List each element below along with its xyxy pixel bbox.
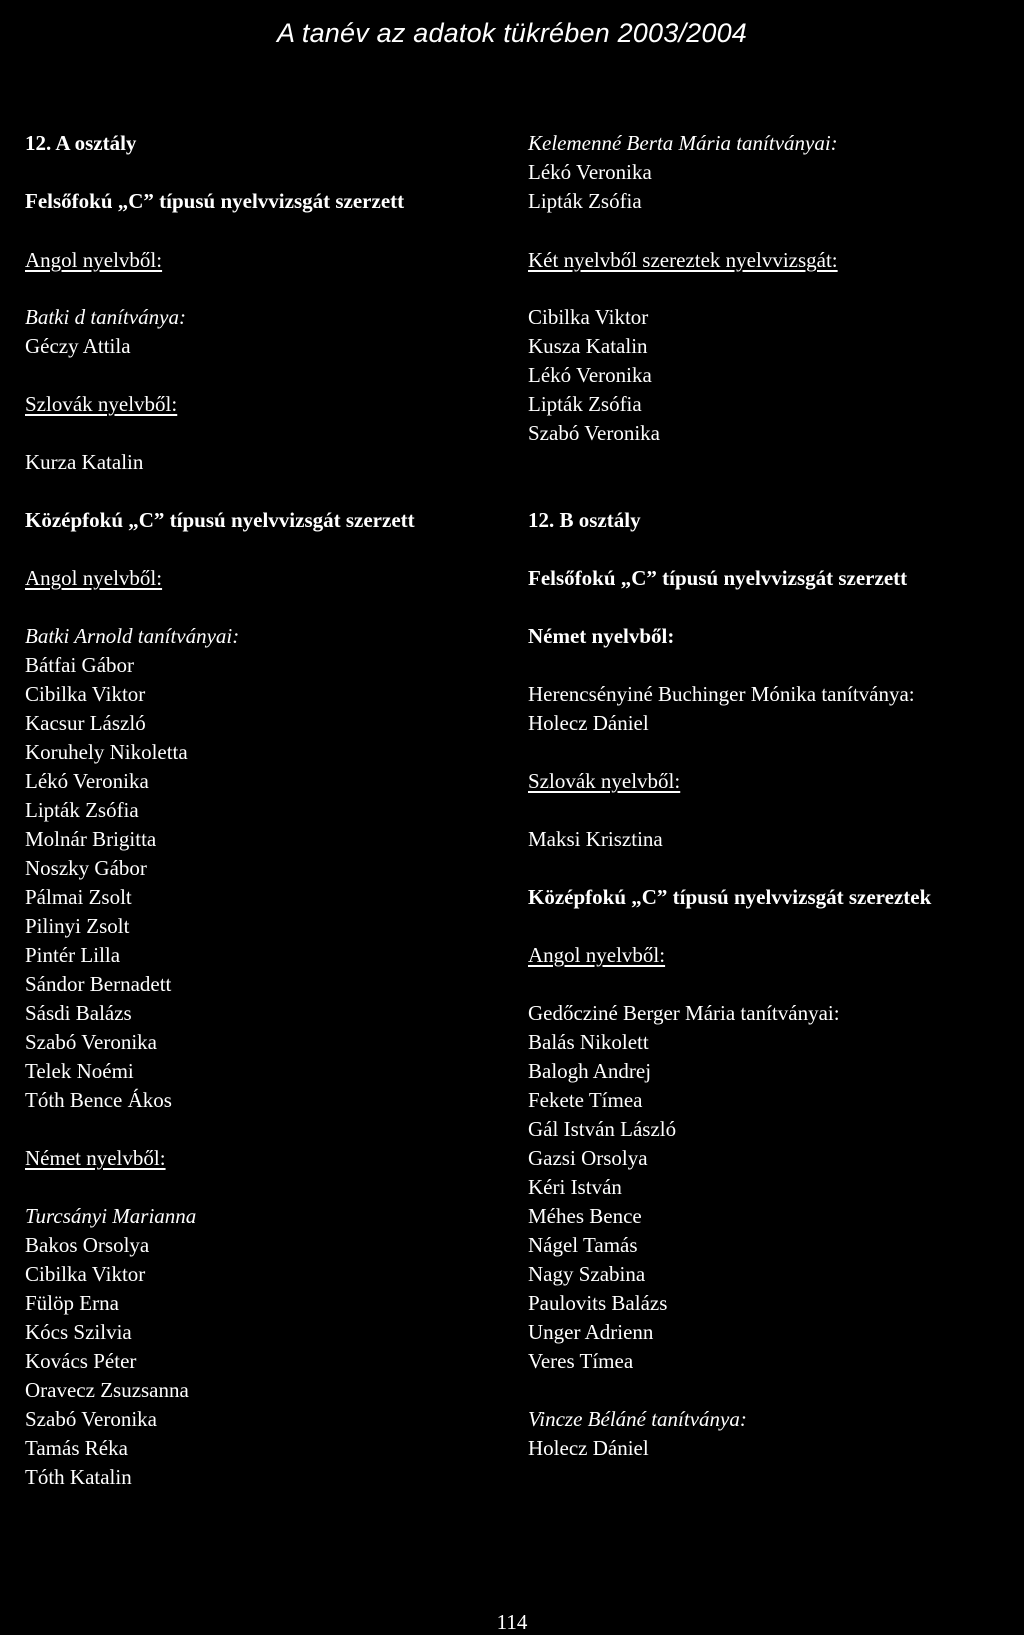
- student-name: Molnár Brigitta: [25, 827, 157, 851]
- student-name: Holecz Dániel: [528, 1436, 649, 1460]
- student-name: Kócs Szilvia: [25, 1320, 132, 1344]
- student-name: Lipták Zsófia: [528, 189, 642, 213]
- student-name: Maksi Krisztina: [528, 827, 663, 851]
- student-name: Géczy Attila: [25, 334, 131, 358]
- student-name: Nagy Szabina: [528, 1262, 646, 1286]
- student-name: Balás Nikolett: [528, 1030, 649, 1054]
- middle-level-heading: Középfokú „C” típusú nyelvvizsgát szereztek: [528, 885, 932, 909]
- student-name: Lékó Veronika: [25, 769, 149, 793]
- student-name: Telek Noémi: [25, 1059, 134, 1083]
- student-name: Fülöp Erna: [25, 1291, 119, 1315]
- student-name: Szabó Veronika: [25, 1030, 157, 1054]
- student-name: Tóth Bence Ákos: [25, 1088, 172, 1112]
- slovak-language-label: Szlovák nyelvből:: [528, 769, 681, 793]
- middle-level-heading: Középfokú „C” típusú nyelvvizsgát szerzett: [25, 508, 415, 532]
- two-languages-label: Két nyelvből szereztek nyelvvizsgát:: [528, 248, 838, 272]
- student-name: Pilinyi Zsolt: [25, 914, 130, 938]
- student-name: Cibilka Viktor: [25, 1262, 146, 1286]
- teacher-line: Batki Arnold tanítványai:: [25, 624, 240, 648]
- student-name: Fekete Tímea: [528, 1088, 643, 1112]
- student-name: Gál István László: [528, 1117, 677, 1141]
- student-name: Sásdi Balázs: [25, 1001, 132, 1025]
- student-name: Veres Tímea: [528, 1349, 634, 1373]
- student-name: Oravecz Zsuzsanna: [25, 1378, 189, 1402]
- upper-level-heading: Felsőfokú „C” típusú nyelvvizsgát szerzett: [25, 189, 405, 213]
- student-name: Kovács Péter: [25, 1349, 137, 1373]
- german-language-label: Német nyelvből:: [25, 1146, 166, 1170]
- student-name: Balogh Andrej: [528, 1059, 652, 1083]
- student-name: Kéri István: [528, 1175, 622, 1199]
- student-name: Gazsi Orsolya: [528, 1146, 648, 1170]
- teacher-line: Kelemenné Berta Mária tanítványai:: [528, 131, 838, 155]
- student-name: Bátfai Gábor: [25, 653, 135, 677]
- student-name: Kacsur László: [25, 711, 146, 735]
- student-name: Sándor Bernadett: [25, 972, 172, 996]
- german-language-label: Német nyelvből:: [528, 624, 675, 648]
- student-name: Cibilka Viktor: [528, 305, 649, 329]
- student-name: Kusza Katalin: [528, 334, 648, 358]
- student-name: Holecz Dániel: [528, 711, 649, 735]
- english-language-label: Angol nyelvből:: [25, 566, 163, 590]
- student-name: Szabó Veronika: [25, 1407, 157, 1431]
- class-heading-12a: 12. A osztály: [25, 131, 137, 155]
- english-language-label: Angol nyelvből:: [25, 248, 163, 272]
- student-name: Nágel Tamás: [528, 1233, 638, 1257]
- teacher-line: Batki d tanítványa:: [25, 305, 186, 329]
- student-name: Unger Adrienn: [528, 1320, 654, 1344]
- student-name: Méhes Bence: [528, 1204, 642, 1228]
- student-name: Lipták Zsófia: [528, 392, 642, 416]
- student-name: Pálmai Zsolt: [25, 885, 132, 909]
- student-name: Kurza Katalin: [25, 450, 144, 474]
- student-name: Noszky Gábor: [25, 856, 147, 880]
- student-name: Paulovits Balázs: [528, 1291, 668, 1315]
- student-name: Szabó Veronika: [528, 421, 660, 445]
- student-name: Tamás Réka: [25, 1436, 128, 1460]
- slovak-language-label: Szlovák nyelvből:: [25, 392, 178, 416]
- student-name: Lékó Veronika: [528, 363, 652, 387]
- student-name: Bakos Orsolya: [25, 1233, 150, 1257]
- teacher-line: Turcsányi Marianna: [25, 1204, 197, 1228]
- student-name: Cibilka Viktor: [25, 682, 146, 706]
- teacher-line: Gedőcziné Berger Mária tanítványai:: [528, 1001, 840, 1025]
- student-name: Lipták Zsófia: [25, 798, 139, 822]
- teacher-line: Herencsényiné Buchinger Mónika tanítványa:: [528, 682, 915, 706]
- student-name: Pintér Lilla: [25, 943, 121, 967]
- student-name: Koruhely Nikoletta: [25, 740, 188, 764]
- teacher-line: Vincze Béláné tanítványa:: [528, 1407, 747, 1431]
- student-name: Tóth Katalin: [25, 1465, 132, 1489]
- page-number: 114: [496, 1610, 528, 1634]
- page-header-title: A tanév az adatok tükrében 2003/2004: [276, 18, 748, 48]
- class-heading-12b: 12. B osztály: [528, 508, 641, 532]
- upper-level-heading: Felsőfokú „C” típusú nyelvvizsgát szerzett: [528, 566, 908, 590]
- student-name: Lékó Veronika: [528, 160, 652, 184]
- english-language-label: Angol nyelvből:: [528, 943, 666, 967]
